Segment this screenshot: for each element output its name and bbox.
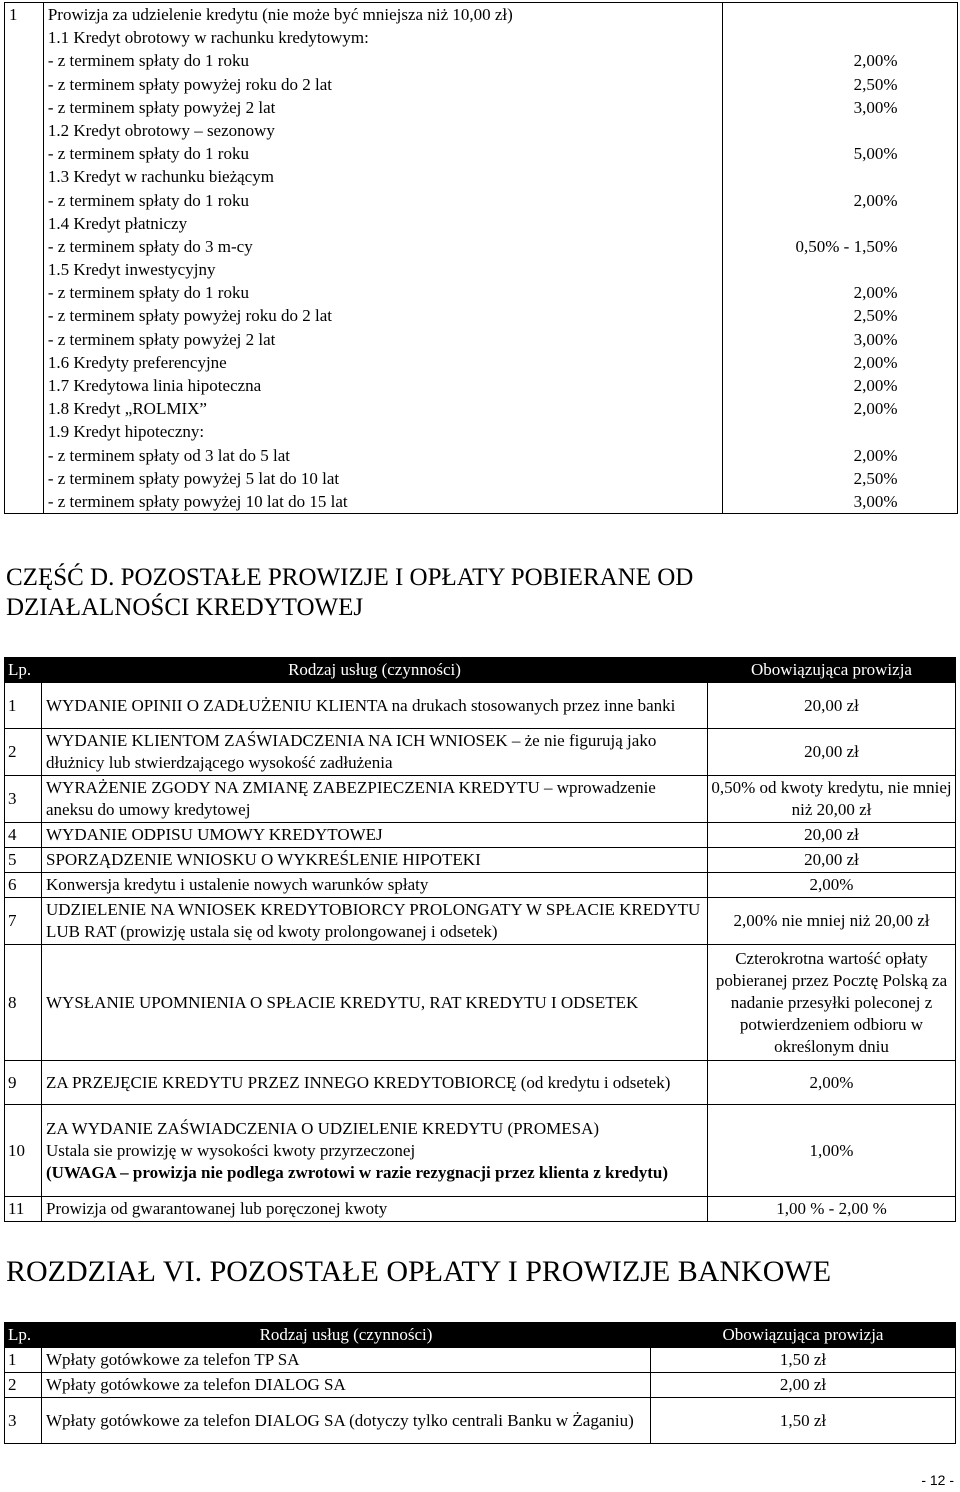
line-value: 2,00% <box>853 352 898 372</box>
line-label: - z terminem spłaty powyżej 2 lat <box>47 329 276 349</box>
table-row: 10 ZA WYDANIE ZAŚWIADCZENIA O UDZIELENIE KREDYTU (PROMESA) Ustala sie prowizję w wysokości kwoty przyrzeczonej (UWAGA – prowizja nie podlega zwrotowi w razie rezygnacji przez klienta z kredytu) 1,00% <box>5 1105 956 1197</box>
commission-title: Prowizja za udzielenie kredytu (nie może być mniejsza niż 10,00 zł) <box>47 5 513 24</box>
line-label: - z terminem spłaty do 1 roku <box>47 144 249 164</box>
line-value: 2,00% <box>853 399 898 419</box>
commission-line <box>44 212 723 235</box>
line-value: 2,50% <box>853 74 898 94</box>
commission-line <box>44 73 898 96</box>
line-label: 1.6 Kredyty preferencyjne <box>47 352 227 372</box>
commission-line <box>44 96 898 119</box>
commission-line <box>44 165 723 188</box>
table-row: 8 WYSŁANIE UPOMNIENIA O SPŁACIE KREDYTU, RAT KREDYTU I ODSETEK Czterokrotna wartość opłaty pobieranej przez Pocztę Polską za nadanie przesyłki poleconej z potwierdzeniem odbioru w określonym dniu <box>5 945 956 1061</box>
line-value: 2,50% <box>853 306 898 326</box>
row-number: 1 <box>5 3 44 514</box>
table-row: 11 Prowizja od gwarantowanej lub poręczonej kwoty 1,00 % - 2,00 % <box>5 1197 956 1222</box>
line-label: - z terminem spłaty powyżej roku do 2 lat <box>47 306 333 326</box>
commission-line <box>44 142 898 165</box>
commission-line <box>44 26 723 49</box>
table-row: 5 SPORZĄDZENIE WNIOSKU O WYKREŚLENIE HIPOTEKI 20,00 zł <box>5 848 956 873</box>
line-value: 0,50% - 1,50% <box>795 236 898 256</box>
line-value: 2,00% <box>853 51 898 71</box>
section-d-heading: CZĘŚĆ D. POZOSTAŁE PROWIZJE I OPŁATY POBIERANE OD DZIAŁALNOŚCI KREDYTOWEJ <box>6 564 694 621</box>
line-label: - z terminem spłaty powyżej 2 lat <box>47 97 276 117</box>
commission-line <box>44 444 898 467</box>
table-row: 2 Wpłaty gotówkowe za telefon DIALOG SA 2,00 zł <box>5 1373 956 1398</box>
line-value: 2,00% <box>853 376 898 395</box>
line-label: - z terminem spłaty od 3 lat do 5 lat <box>47 445 291 465</box>
commission-line <box>44 351 898 374</box>
chapter-vi-table <box>4 1322 956 1444</box>
line-value: 2,50% <box>853 468 898 488</box>
line-label: - z terminem spłaty powyżej 5 lat do 10 lat <box>47 468 340 488</box>
commission-line <box>44 304 898 327</box>
line-label: 1.1 Kredyt obrotowy w rachunku kredytowym: <box>47 28 369 48</box>
line-value: 3,00% <box>853 491 898 511</box>
line-value: 3,00% <box>853 329 898 349</box>
table-row: 1 WYDANIE OPINII O ZADŁUŻENIU KLIENTA na drukach stosowanych przez inne banki 20,00 zł <box>5 683 956 729</box>
line-label: 1.2 Kredyt obrotowy – sezonowy <box>47 120 275 140</box>
line-value: 3,00% <box>853 97 898 117</box>
line-label: - z terminem spłaty powyżej roku do 2 lat <box>47 74 333 94</box>
table-header: Lp. Rodzaj usług (czynności) Obowiązująca prowizja <box>5 658 956 683</box>
line-label: 1.3 Kredyt w rachunku bieżącym <box>47 167 274 187</box>
line-value: 2,00% <box>853 283 898 303</box>
commission-line <box>44 49 898 72</box>
line-label: 1.5 Kredyt inwestycyjny <box>47 260 216 280</box>
table-row: 3 Wpłaty gotówkowe za telefon DIALOG SA (dotyczy tylko centrali Banku w Żaganiu) 1,50 zł <box>5 1398 956 1444</box>
line-label: 1.7 Kredytowa linia hipoteczna <box>47 376 262 395</box>
table-row: 1 Wpłaty gotówkowe za telefon TP SA 1,50 zł <box>5 1348 956 1373</box>
table-row: 9 ZA PRZEJĘCIE KREDYTU PRZEZ INNEGO KREDYTOBIORCĘ (od kredytu i odsetek) 2,00% <box>5 1061 956 1105</box>
table-header: Lp. Rodzaj usług (czynności) Obowiązująca prowizja <box>5 1323 956 1348</box>
commission-line <box>44 374 898 397</box>
table-row: 6 Konwersja kredytu i ustalenie nowych warunków spłaty 2,00% <box>5 873 956 898</box>
commission-line <box>44 420 723 443</box>
table-row: 4 WYDANIE ODPISU UMOWY KREDYTOWEJ 20,00 zł <box>5 823 956 848</box>
commission-line <box>44 119 723 142</box>
line-label: 1.8 Kredyt „ROLMIX” <box>47 399 207 419</box>
chapter-vi-heading: ROZDZIAŁ VI. POZOSTAŁE OPŁATY I PROWIZJE BANKOWE <box>6 1255 832 1288</box>
line-label: - z terminem spłaty do 3 m-cy <box>47 236 253 256</box>
line-label: - z terminem spłaty do 1 roku <box>47 51 249 71</box>
page-number: - 12 - <box>921 1472 954 1488</box>
commission-line <box>44 189 898 212</box>
commission-details <box>43 3 898 514</box>
commission-line <box>44 235 898 258</box>
line-label: - z terminem spłaty powyżej 10 lat do 15 lat <box>47 491 348 511</box>
table-row: 3 WYRAŻENIE ZGODY NA ZMIANĘ ZABEZPIECZENIA KREDYTU – wprowadzenie aneksu do umowy kredytowej 0,50% od kwoty kredytu, nie mniej niż 20,00 zł <box>5 776 956 823</box>
line-value: 5,00% <box>853 144 898 164</box>
commission-line <box>44 490 898 513</box>
section-d-table <box>4 657 956 1222</box>
table-row: 2 WYDANIE KLIENTOM ZAŚWIADCZENIA NA ICH WNIOSEK – że nie figurują jako dłużnicy lub stwierdzającego wysokość zadłużenia 20,00 zł <box>5 729 956 776</box>
line-label: 1.9 Kredyt hipoteczny: <box>47 422 205 442</box>
commission-lines <box>44 26 898 513</box>
line-value: 2,00% <box>853 190 898 210</box>
commission-table <box>4 2 958 514</box>
table-row: 7 UDZIELENIE NA WNIOSEK KREDYTOBIORCY PROLONGATY W SPŁACIE KREDYTU LUB RAT (prowizję ustala się od kwoty prolongowanej i odsetek) 2,00% nie mniej niż 20,00 zł <box>5 898 956 945</box>
commission-line <box>44 397 898 420</box>
commission-line <box>44 281 898 304</box>
line-label: - z terminem spłaty do 1 roku <box>47 283 249 303</box>
commission-line <box>44 467 898 490</box>
commission-line <box>44 258 723 281</box>
line-label: 1.4 Kredyt płatniczy <box>47 213 188 233</box>
line-label: - z terminem spłaty do 1 roku <box>47 190 249 210</box>
line-value: 2,00% <box>853 445 898 465</box>
commission-line <box>44 328 898 351</box>
